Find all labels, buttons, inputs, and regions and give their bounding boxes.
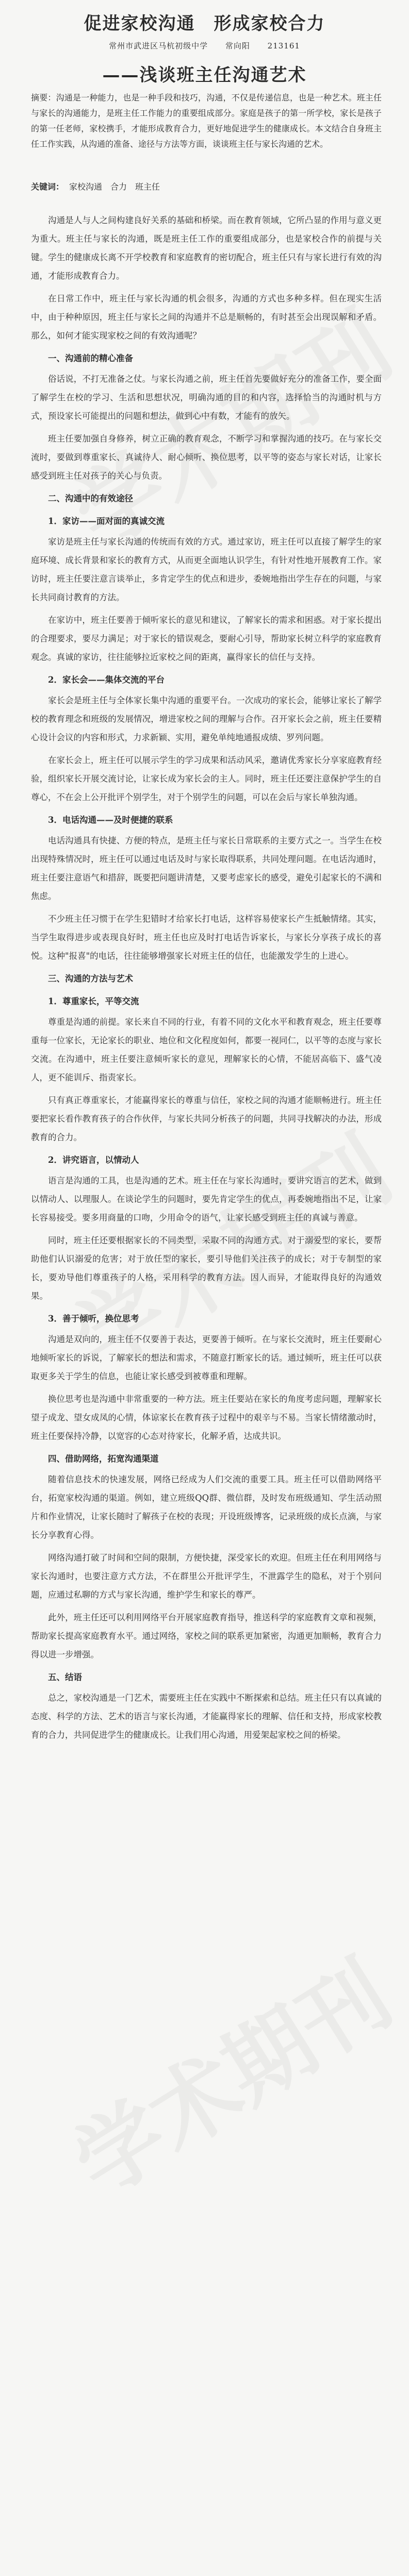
body-paragraph: 随着信息技术的快速发展，网络已经成为人们交流的重要工具。班主任可以借助网络平台，拓宽家校沟通的渠道。例如，建立班级QQ群、微信群，及时发布班级通知、学生活动照片和作业情况，让家长随时了解孩子在校的表现；开设班级博客，记录班级的成长点滴，与家长分享教育心得。 <box>31 1475 382 1540</box>
section-heading: 五、结语 <box>48 1672 82 1682</box>
body-paragraph: 只有真正尊重家长，才能赢得家长的尊重与信任，家校之间的沟通才能顺畅进行。班主任要把家长看作教育孩子的合作伙伴，与家长共同分析孩子的问题，共同寻找解决的办法，形成教育的合力。 <box>31 1095 382 1142</box>
body-paragraph: 在日常工作中，班主任与家长沟通的机会很多，沟通的方式也多种多样。但在现实生活中，由于种种原因，班主任与家长之间的沟通并不总是顺畅的，有时甚至会出现误解和矛盾。那么，如何才能实现家校之间的有效沟通呢？ <box>31 294 382 341</box>
author-name: 常向阳 <box>225 41 250 50</box>
abstract: 摘要：沟通是一种能力，也是一种手段和技巧，沟通，不仅是传递信息，也是一种艺术。班主任与家长的沟通能力，是班主任工作能力的重要组成部分。家庭是孩子的第一所学校，家长是孩子的第一任老师，家校携手，才能形成教育合力，更好地促进学生的健康成长。本文结合自身班主任工作实践，从沟通的准备、途径与方法等方面，谈谈班主任与家长沟通的艺术。 <box>31 93 382 149</box>
article-body <box>31 211 382 1749</box>
section-heading: 3．善于倾听，换位思考 <box>48 1314 139 1324</box>
body-paragraph: 在家访中，班主任要善于倾听家长的意见和建议，了解家长的需求和困惑。对于家长提出的合理要求，要尽力满足；对于家长的错误观念，要耐心引导，帮助家长树立科学的家庭教育观念。真诚的家访，往往能够拉近家校之间的距离，赢得家长的信任与支持。 <box>31 615 382 662</box>
body-paragraph: 总之，家校沟通是一门艺术，需要班主任在实践中不断探索和总结。班主任只有以真诚的态度、科学的方法、艺术的语言与家长沟通，才能赢得家长的理解、信任和支持，形成家校教育的合力，共同促进学生的健康成长。让我们用心沟通，用爱架起家校之间的桥梁。 <box>31 1693 382 1740</box>
author-code: 213161 <box>267 41 300 50</box>
section-heading: 1．尊重家长，平等交流 <box>48 996 139 1006</box>
section-heading: 一、沟通前的精心准备 <box>48 353 133 363</box>
body-paragraph: 此外，班主任还可以利用网络平台开展家庭教育指导，推送科学的家庭教育文章和视频，帮助家长提高家庭教育水平。通过网络，家校之间的联系更加紧密，沟通更加顺畅，教育合力得以进一步增强。 <box>31 1613 382 1659</box>
keywords-label: 关键词： <box>31 182 64 192</box>
body-paragraph: 电话沟通具有快捷、方便的特点，是班主任与家长日常联系的主要方式之一。当学生在校出现特殊情况时，班主任可以通过电话及时与家长取得联系，共同处理问题。在电话沟通时，班主任要注意语气和措辞，既要把问题讲清楚，又要考虑家长的感受，避免引起家长的不满和焦虑。 <box>31 836 382 901</box>
title-line-2: ——浅谈班主任沟通艺术 <box>102 65 307 86</box>
section-heading: 四、借助网络，拓宽沟通渠道 <box>48 1454 159 1464</box>
body-paragraph: 尊重是沟通的前提。家长来自不同的行业，有着不同的文化水平和教育观念，班主任要尊重每一位家长，无论家长的职业、地位和文化程度如何，都要一视同仁，以平等的态度与家长交流。在沟通中，班主任要注意倾听家长的意见，理解家长的心情，不能居高临下、盛气凌人，更不能训斥、指责家长。 <box>31 1017 382 1082</box>
watermark <box>46 1927 409 2219</box>
section-heading: 2．讲究语言，以情动人 <box>48 1155 139 1165</box>
section-heading: 二、沟通中的有效途径 <box>48 494 133 503</box>
body-paragraph: 网络沟通打破了时间和空间的限制，方便快捷，深受家长的欢迎。但班主任在利用网络与家长沟通时，也要注意方式方法，不在群里公开批评学生，不泄露学生的隐私，对于个别问题，应通过私聊的方式与家长沟通，维护学生和家长的尊严。 <box>31 1553 382 1600</box>
body-paragraph: 沟通是人与人之间构建良好关系的基础和桥梁。而在教育领域，它所凸显的作用与意义更为重大。班主任与家长的沟通，既是班主任工作的重要组成部分，也是家校合作的前提与关键。学生的健康成长离不开学校教育和家庭教育的密切配合，班主任只有与家长进行有效的沟通，才能形成教育合力。 <box>31 215 382 281</box>
author-school: 常州市武进区马杭初级中学 <box>109 41 208 50</box>
section-heading: 三、沟通的方法与艺术 <box>48 974 133 984</box>
keywords <box>31 180 382 192</box>
keywords-text: 家校沟通 合力 班主任 <box>69 182 160 192</box>
body-paragraph: 同时，班主任还要根据家长的不同类型，采取不同的沟通方式。对于溺爱型的家长，要帮助他们认识溺爱的危害；对于放任型的家长，要引导他们关注孩子的成长；对于专制型的家长，要劝导他们尊重孩子的人格，采用科学的教育方法。因人而异，才能取得良好的沟通效果。 <box>31 1235 382 1301</box>
section-heading: 3．电话沟通——及时便捷的联系 <box>48 815 173 825</box>
body-paragraph: 换位思考也是沟通中非常重要的一种方法。班主任要站在家长的角度考虑问题，理解家长望子成龙、望女成凤的心情，体谅家长在教育孩子过程中的艰辛与不易。当家长情绪激动时，班主任要保持冷静，以宽容的心态对待家长，化解矛盾，达成共识。 <box>31 1394 382 1441</box>
body-paragraph: 家长会是班主任与全体家长集中沟通的重要平台。一次成功的家长会，能够让家长了解学校的教育理念和班级的发展情况，增进家校之间的理解与合作。召开家长会之前，班主任要精心设计会议的内容和形式，力求新颖、实用，避免单纯地通报成绩、罗列问题。 <box>31 696 382 742</box>
body-paragraph: 班主任要加强自身修养，树立正确的教育观念，不断学习和掌握沟通的技巧。在与家长交流时，要做到尊重家长、真诚待人、耐心倾听、换位思考，以平等的姿态与家长对话，让家长感受到班主任对孩子的关心与负责。 <box>31 434 382 481</box>
body-paragraph: 语言是沟通的工具，也是沟通的艺术。班主任在与家长沟通时，要讲究语言的艺术，做到以情动人、以理服人。在谈论学生的问题时，要先肯定学生的优点，再委婉地指出不足，让家长容易接受。要多用商量的口吻，少用命令的语气，让家长感受到班主任的真诚与善意。 <box>31 1176 382 1223</box>
body-paragraph: 在家长会上，班主任可以展示学生的学习成果和活动风采，邀请优秀家长分享家庭教育经验，组织家长开展交流讨论，让家长成为家长会的主人。同时，班主任还要注意保护学生的自尊心，不在会上公开批评个别学生，对于个别学生的问题，可以在会后与家长单独沟通。 <box>31 755 382 802</box>
section-heading: 2．家长会——集体交流的平台 <box>48 675 165 685</box>
body-paragraph: 家访是班主任与家长沟通的传统而有效的方式。通过家访，班主任可以直接了解学生的家庭环境、成长背景和家长的教育方式，从而更全面地认识学生，有针对性地开展教育工作。家访时，班主任要注意言谈举止，多肯定学生的优点和进步，委婉地指出学生存在的问题，与家长共同商讨教育的方法。 <box>31 537 382 602</box>
body-paragraph: 不少班主任习惯于在学生犯错时才给家长打电话，这样容易使家长产生抵触情绪。其实，当学生取得进步或表现良好时，班主任也应及时打电话告诉家长，与家长分享孩子成长的喜悦。这种"报喜"的电话，往往能够增强家长对班主任的信任，也能激发学生的上进心。 <box>31 914 382 961</box>
author-line <box>0 40 409 51</box>
body-paragraph: 俗话说，不打无准备之仗。与家长沟通之前，班主任首先要做好充分的准备工作，要全面了解学生在校的学习、生活和思想状况，明确沟通的目的和内容，选择恰当的沟通时机与方式，预设家长可能提出的问题和想法，做到心中有数，才能有的放矢。 <box>31 374 382 421</box>
title-line-1: 促进家校沟通 形成家校合力 <box>84 13 325 34</box>
body-paragraph: 沟通是双向的，班主任不仅要善于表达，更要善于倾听。在与家长交流时，班主任要耐心地倾听家长的诉说，了解家长的想法和需求，不随意打断家长的话。通过倾听，班主任可以获取更多关于学生的信息，也能让家长感受到被尊重和理解。 <box>31 1334 382 1381</box>
section-heading: 1．家访——面对面的真诚交流 <box>48 516 165 526</box>
